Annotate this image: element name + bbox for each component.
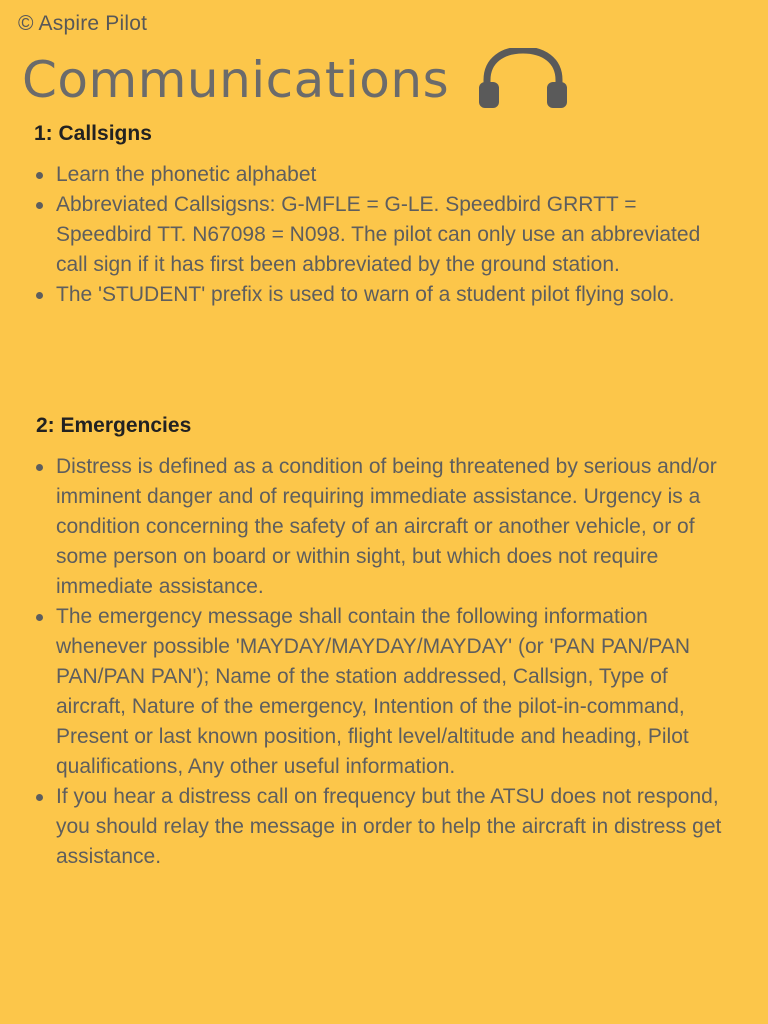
list-item: Abbreviated Callsigsns: G-MFLE = G-LE. Speedbird GRRTT = Speedbird TT. N67098 = N098. The pilot can only use an abbreviated call sign if it has first been abbreviated by the ground station. <box>34 190 734 280</box>
list-item: Distress is defined as a condition of being threatened by serious and/or imminent danger and of requiring immediate assistance. Urgency is a condition concerning the safety of an aircraft or another vehicle, or of some person on board or within sight, but which does not require immediate assistance. <box>34 452 734 602</box>
emergencies-list <box>34 452 734 872</box>
headphones-icon <box>477 48 569 112</box>
list-item: The emergency message shall contain the following information whenever possible 'MAYDAY/MAYDAY/MAYDAY' (or 'PAN PAN/PAN PAN/PAN PAN'); Name of the station addressed, Callsign, Type of aircraft, Nature of the emergency, Intention of the pilot-in-command, Present or last known position, flight level/altitude and heading, Pilot qualifications, Any other useful information. <box>34 602 734 782</box>
section-heading-callsigns: 1: Callsigns <box>34 122 152 145</box>
list-item: Learn the phonetic alphabet <box>34 160 734 190</box>
copyright-text: © Aspire Pilot <box>18 12 148 35</box>
title-row <box>22 48 569 112</box>
list-item: The 'STUDENT' prefix is used to warn of a student pilot flying solo. <box>34 280 734 310</box>
section-heading-emergencies: 2: Emergencies <box>36 414 192 437</box>
list-item: If you hear a distress call on frequency but the ATSU does not respond, you should relay the message in order to help the aircraft in distress get assistance. <box>34 782 734 872</box>
callsigns-list <box>34 160 734 310</box>
page-title: Communications <box>22 51 450 109</box>
